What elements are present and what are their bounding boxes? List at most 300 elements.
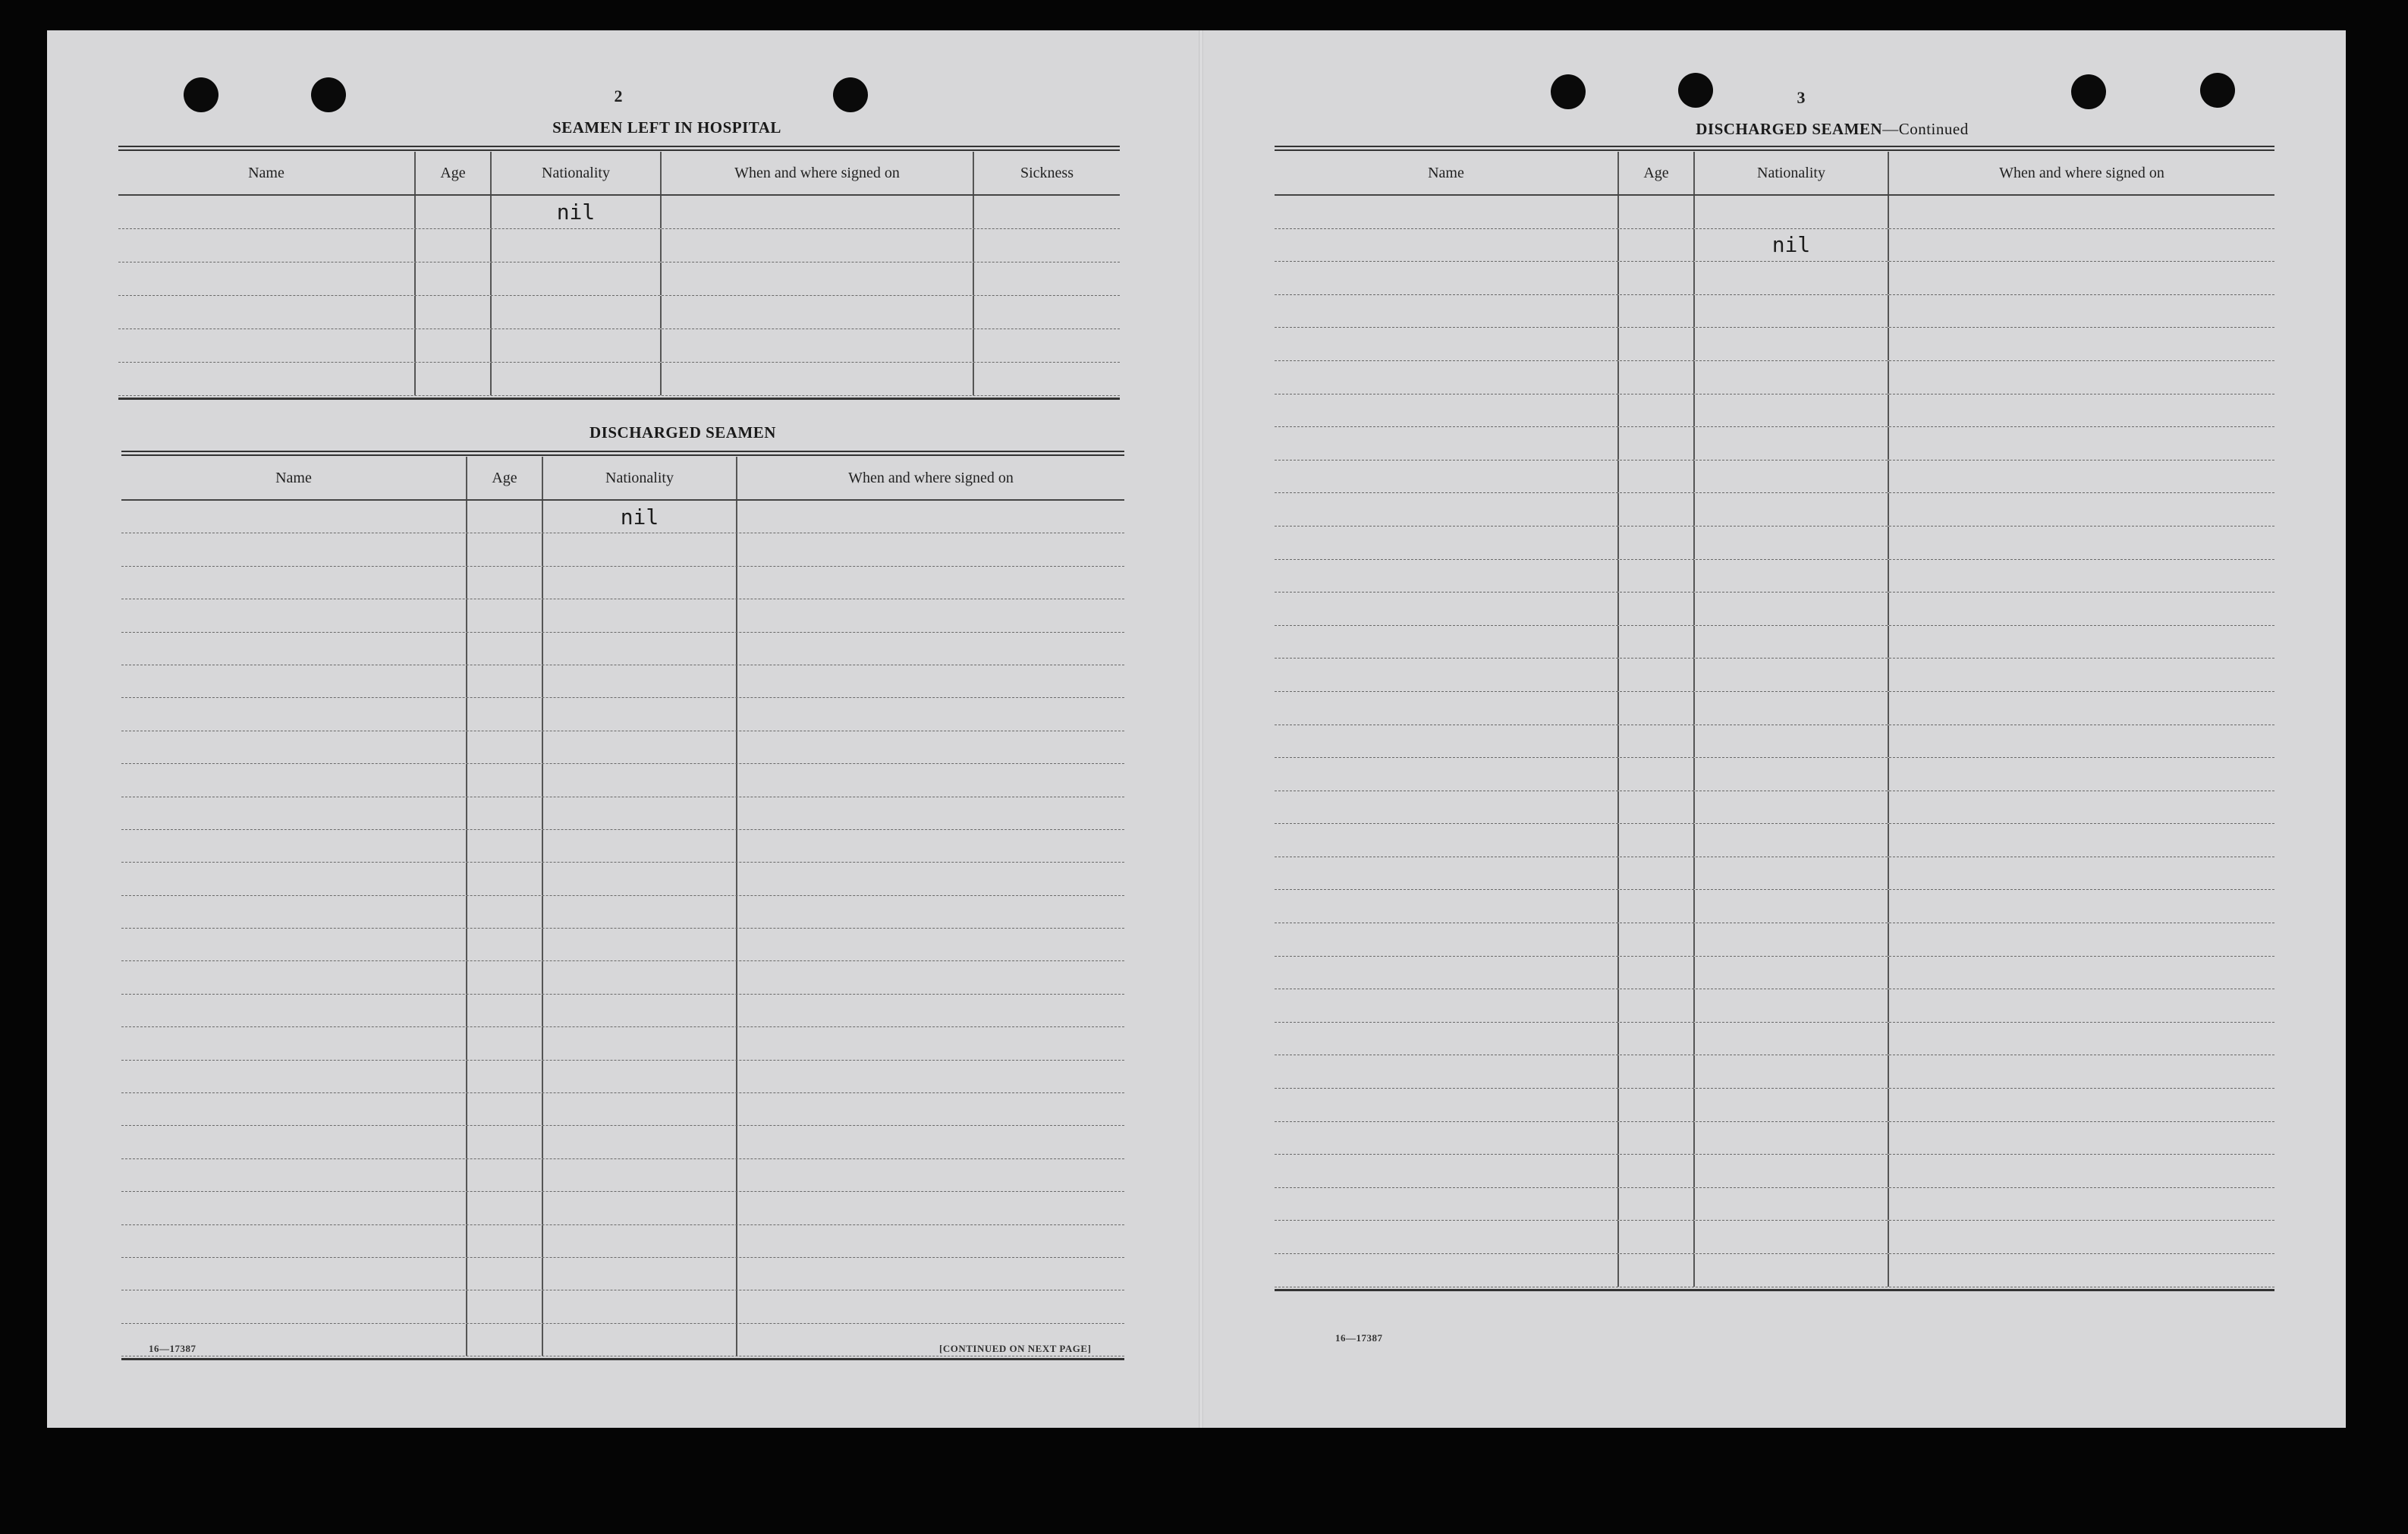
table-row [1275,295,2274,328]
page-number: 3 [1797,88,1806,107]
cell-name [121,797,467,829]
table-row [1275,692,2274,725]
cell-nationality [1695,626,1889,659]
cell-name [121,698,467,730]
table-row [1275,361,2274,395]
cell-signed-on [1889,659,2274,691]
form-code: 16—17387 [1335,1332,1383,1344]
cell-age [1619,1221,1695,1253]
column-header-name: Name [121,457,467,499]
cell-signed-on [1889,923,2274,956]
cell-signed-on [662,229,974,262]
cell-nationality [543,533,737,565]
cell-nationality [543,1093,737,1125]
table-row [121,764,1124,797]
column-header-age: Age [416,152,492,194]
cell-name [121,599,467,631]
title-suffix: —Continued [1882,120,1969,138]
cell-name [1275,395,1619,427]
cell-nationality [543,961,737,993]
cell-nationality [1695,427,1889,460]
cell-nationality [1695,461,1889,493]
cell-age [1619,1055,1695,1088]
cell-name [121,731,467,763]
cell-name [118,296,416,328]
table-row [1275,957,2274,990]
table-row [121,1093,1124,1126]
cell-signed-on [737,501,1124,533]
cell-age [1619,824,1695,857]
table-row [121,995,1124,1027]
table-row [1275,857,2274,891]
cell-name [121,764,467,796]
cell-signed-on [1889,328,2274,360]
cell-name [1275,626,1619,659]
cell-signed-on [1889,1122,2274,1155]
cell-name [1275,560,1619,593]
cell-name [121,633,467,665]
cell-name [121,1159,467,1191]
table-row [1275,262,2274,295]
column-header-sickness: Sickness [1020,164,1074,181]
cell-name [1275,791,1619,824]
cell-name [1275,1122,1619,1155]
cell-nationality [1695,791,1889,824]
cell-age [1619,493,1695,526]
cell-signed-on [1889,957,2274,989]
cell-signed-on [1889,1089,2274,1121]
cell-age [1619,1155,1695,1187]
cell-nationality [1695,328,1889,360]
cell-age [1619,725,1695,758]
table-row [1275,1055,2274,1089]
table-row [1275,395,2274,428]
cell-age [1619,692,1695,725]
table-row [121,961,1124,994]
table-row [118,296,1120,329]
table-row [118,262,1120,296]
cell-age [1619,1188,1695,1221]
cell-name [1275,262,1619,294]
cell-nationality [1695,1221,1889,1253]
cell-nationality [1695,857,1889,890]
cell-signed-on [737,896,1124,928]
cell-signed-on [1889,692,2274,725]
table-row [1275,659,2274,692]
table-row [1275,1155,2274,1188]
cell-signed-on [662,296,974,328]
table-row [121,1159,1124,1192]
cell-nationality [543,797,737,829]
table-row [1275,1023,2274,1056]
cell-name [121,533,467,565]
cell-age [1619,957,1695,989]
cell-age [467,1258,543,1290]
cell-nationality [543,929,737,960]
form-code: 16—17387 [149,1343,196,1354]
table-row [121,731,1124,764]
page-number: 2 [614,86,623,105]
cell-name [1275,1221,1619,1253]
left-page [47,30,1200,1428]
cell-sickness [974,363,1120,395]
cell-name [118,262,416,295]
cell-sickness [974,329,1120,362]
cell-name [1275,890,1619,923]
cell-signed-on [737,1192,1124,1224]
cell-nationality [1695,989,1889,1022]
column-header-signed-on: When and where signed on [662,152,974,194]
cell-signed-on [1889,824,2274,857]
table-row [1275,328,2274,361]
cell-name [1275,461,1619,493]
cell-nationality [492,229,662,262]
table-row [121,1027,1124,1060]
table-row [121,533,1124,566]
title-main: DISCHARGED SEAMEN [1696,120,1883,138]
cell-nationality [543,731,737,763]
cell-signed-on [1889,560,2274,593]
cell-nationality: nil [543,501,737,533]
table-row [1275,1254,2274,1287]
cell-age [1619,427,1695,460]
cell-signed-on [1889,725,2274,758]
cell-name [118,363,416,395]
table-row [121,1192,1124,1224]
column-header-age: Age [467,457,543,499]
cell-nationality [492,262,662,295]
cell-age [1619,1254,1695,1287]
cell-signed-on [737,1061,1124,1092]
cell-nationality [543,1061,737,1092]
cell-name [1275,725,1619,758]
cell-age [1619,395,1695,427]
cell-name [1275,527,1619,559]
cell-nationality [543,1324,737,1356]
table-row [1275,626,2274,659]
table-row [121,929,1124,961]
table-header [121,457,1124,501]
cell-nationality [1695,1122,1889,1155]
cell-signed-on [1889,1023,2274,1055]
cell-sickness [974,229,1120,262]
cell-age [467,731,543,763]
cell-age [467,1093,543,1125]
cell-name [121,501,467,533]
table-row [121,1225,1124,1258]
cell-signed-on [1889,857,2274,890]
cell-name [1275,196,1619,228]
cell-nationality [1695,262,1889,294]
cell-nationality [1695,725,1889,758]
cell-age [467,896,543,928]
cell-age [416,196,492,228]
cell-name [121,995,467,1026]
table-row [1275,229,2274,262]
cell-signed-on [1889,262,2274,294]
hospital-section-title: SEAMEN LEFT IN HOSPITAL [552,118,781,137]
table-row [1275,989,2274,1023]
cell-nationality [1695,692,1889,725]
discharged-section-title: DISCHARGED SEAMEN [589,423,776,442]
cell-age [467,1159,543,1191]
cell-signed-on [737,665,1124,697]
cell-nationality [543,1126,737,1158]
cell-age [1619,923,1695,956]
cell-name [121,665,467,697]
cell-age [467,1027,543,1059]
cell-nationality [1695,1089,1889,1121]
column-header-name: Name [118,152,416,194]
cell-signed-on [1889,1155,2274,1187]
cell-name [121,830,467,862]
cell-name [118,196,416,228]
cell-age [467,665,543,697]
table-row [121,1061,1124,1093]
cell-name [1275,989,1619,1022]
cell-signed-on [1889,758,2274,791]
table-row [1275,725,2274,759]
table-row [1275,923,2274,957]
cell-signed-on [1889,527,2274,559]
table-row [118,329,1120,363]
cell-name [1275,923,1619,956]
table-row [121,830,1124,863]
cell-nationality [492,296,662,328]
cell-age [467,567,543,599]
cell-nationality [543,830,737,862]
cell-name [1275,857,1619,890]
cell-signed-on [1889,196,2274,228]
table-row [121,599,1124,632]
cell-age [467,501,543,533]
cell-name [121,1258,467,1290]
cell-name [1275,1023,1619,1055]
cell-age [467,961,543,993]
table-body [1275,196,2274,1291]
cell-signed-on [737,1027,1124,1059]
cell-name [121,896,467,928]
cell-nationality [1695,1254,1889,1287]
table-row [1275,1089,2274,1122]
table-row [1275,196,2274,229]
cell-name [1275,1155,1619,1187]
cell-signed-on [1889,1188,2274,1221]
cell-nationality [1695,196,1889,228]
cell-signed-on [1889,593,2274,625]
cell-nationality [543,896,737,928]
cell-nationality [1695,824,1889,857]
column-header-nationality: Nationality [1695,152,1889,194]
table-row [1275,461,2274,494]
cell-age [467,1225,543,1257]
cell-name [1275,1055,1619,1088]
cell-name [121,863,467,894]
cell-name [1275,361,1619,394]
cell-signed-on [737,1258,1124,1290]
cell-signed-on [662,262,974,295]
table-row [118,229,1120,262]
cell-age [467,1324,543,1356]
cell-name [118,229,416,262]
cell-signed-on [662,363,974,395]
cell-signed-on [1889,890,2274,923]
cell-name [1275,493,1619,526]
cell-age [467,797,543,829]
cell-age [1619,890,1695,923]
cell-name [121,961,467,993]
cell-signed-on [737,633,1124,665]
cell-nationality [1695,1188,1889,1221]
cell-nationality [1695,593,1889,625]
cell-age [1619,1089,1695,1121]
cell-nationality [1695,923,1889,956]
cell-nationality [543,567,737,599]
cell-age [1619,560,1695,593]
cell-nationality [543,1258,737,1290]
cell-nationality [543,665,737,697]
cell-signed-on [737,731,1124,763]
cell-name [1275,295,1619,328]
cell-signed-on [737,830,1124,862]
cell-age [467,1192,543,1224]
cell-age [1619,791,1695,824]
cell-nationality [543,1290,737,1322]
cell-signed-on [1889,427,2274,460]
cell-nationality [543,698,737,730]
cell-name [121,1126,467,1158]
cell-signed-on [737,797,1124,829]
cell-age [416,229,492,262]
cell-name [121,929,467,960]
cell-signed-on [1889,626,2274,659]
cell-signed-on [737,995,1124,1026]
cell-nationality [1695,361,1889,394]
table-row [121,698,1124,731]
table-row [1275,1188,2274,1221]
cell-signed-on [737,1159,1124,1191]
cell-age [1619,295,1695,328]
table-bottom-rule [1275,1289,2274,1291]
table-bottom-rule [121,1358,1124,1360]
cell-age [416,262,492,295]
cell-nationality [1695,295,1889,328]
cell-age [1619,461,1695,493]
cell-age [467,995,543,1026]
cell-age [1619,1122,1695,1155]
column-header-name: Name [1275,152,1619,194]
cell-nationality [1695,1023,1889,1055]
table-body [121,501,1124,1360]
table-row [1275,824,2274,857]
table-body [118,196,1120,400]
column-header-nationality: Nationality [492,152,662,194]
cell-nationality [543,1159,737,1191]
table-bottom-rule [118,398,1120,400]
column-header-age: Age [1619,152,1695,194]
cell-age [1619,1023,1695,1055]
table-row [121,896,1124,929]
table-top-rule [1275,146,2274,147]
cell-signed-on [1889,361,2274,394]
cell-sickness [974,262,1120,295]
cell-age [467,599,543,631]
cell-signed-on [737,961,1124,993]
cell-age [1619,857,1695,890]
cell-nationality [1695,1155,1889,1187]
cell-name [1275,1089,1619,1121]
cell-signed-on [1889,461,2274,493]
cell-nationality [1695,493,1889,526]
cell-age [467,533,543,565]
table-row [118,196,1120,229]
cell-age [467,929,543,960]
cell-name [121,1225,467,1257]
table-row [121,633,1124,665]
cell-nationality [492,329,662,362]
cell-sickness [974,196,1120,228]
cell-nationality [543,995,737,1026]
cell-age [467,1061,543,1092]
cell-signed-on [737,698,1124,730]
cell-age [416,296,492,328]
cell-age [1619,262,1695,294]
cell-name [1275,1188,1619,1221]
cell-nationality [1695,395,1889,427]
cell-signed-on [737,533,1124,565]
cell-age [467,698,543,730]
cell-nationality [1695,1055,1889,1088]
cell-age [467,633,543,665]
table-row [1275,560,2274,593]
cell-name [121,1290,467,1322]
table-row [121,797,1124,830]
cell-signed-on [737,567,1124,599]
cell-name [121,1027,467,1059]
cell-name [1275,758,1619,791]
cell-nationality [543,633,737,665]
cell-name [1275,659,1619,691]
cell-nationality [543,863,737,894]
cell-name [1275,957,1619,989]
cell-age [1619,527,1695,559]
cell-nationality [543,764,737,796]
cell-nationality [1695,758,1889,791]
cell-age [1619,758,1695,791]
cell-name [1275,229,1619,262]
cell-name [1275,593,1619,625]
table-row [121,1258,1124,1290]
discharged-continued-title [1276,120,2388,139]
cell-signed-on [737,1225,1124,1257]
table-row [1275,1221,2274,1254]
table-row [121,863,1124,895]
right-page [1200,30,2346,1428]
cell-name [1275,1254,1619,1287]
cell-age [416,329,492,362]
cell-signed-on [1889,395,2274,427]
cell-nationality [543,599,737,631]
table-row [1275,758,2274,791]
cell-sickness [974,296,1120,328]
cell-age [416,363,492,395]
table-top-rule [118,146,1120,147]
table-header [118,152,1120,196]
cell-name [1275,328,1619,360]
column-header-signed-on: When and where signed on [848,469,1014,486]
cell-signed-on [737,929,1124,960]
table-row [1275,890,2274,923]
